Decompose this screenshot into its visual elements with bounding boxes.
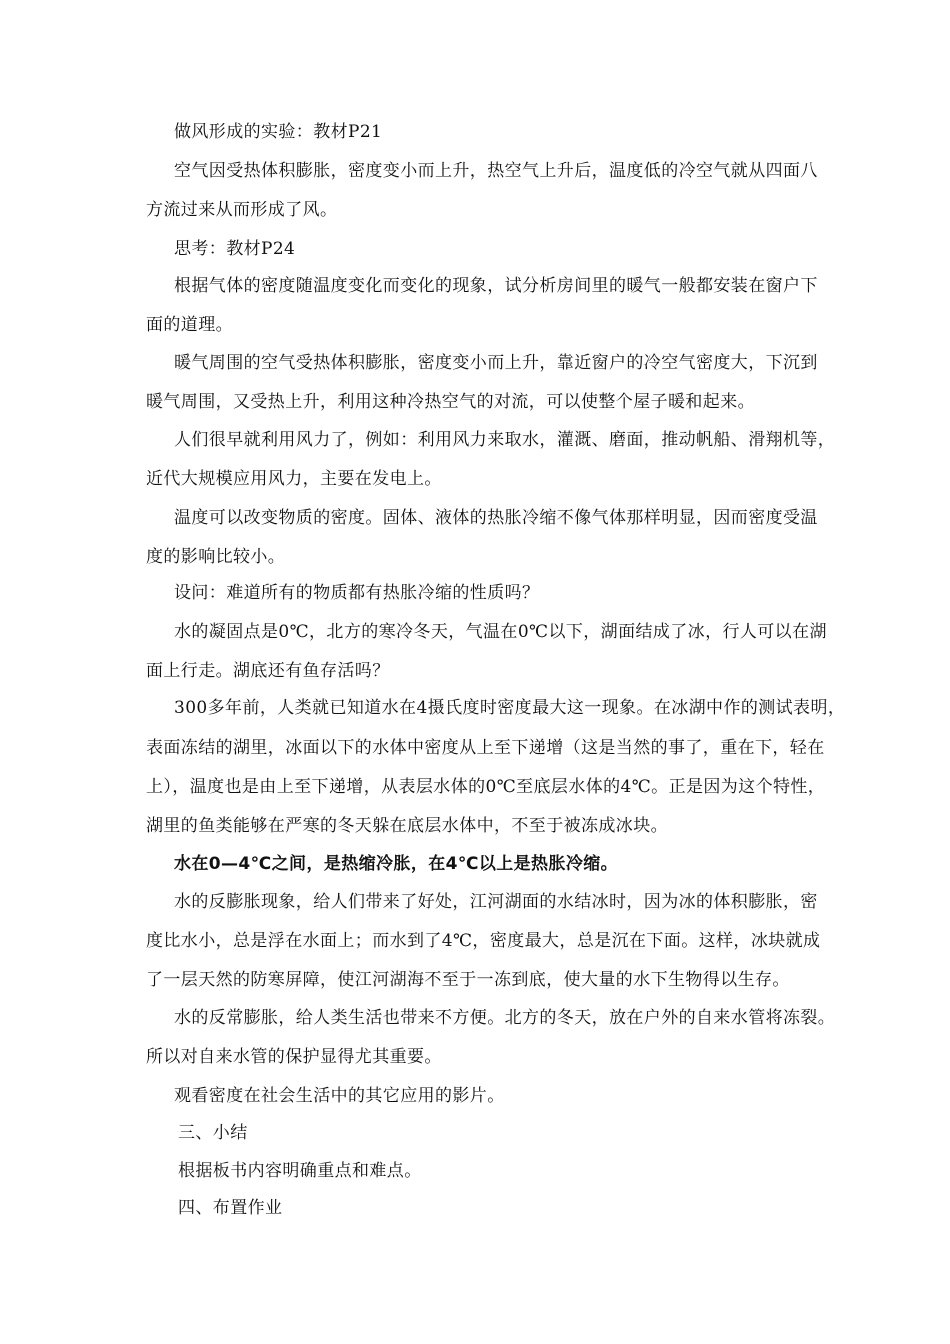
text-line: 300多年前，人类就已知道水在4摄氏度时密度最大这一现象。在冰湖中作的测试表明， <box>174 698 846 718</box>
text-line: 水的反常膨胀，给人类生活也带来不方便。北方的冬天，放在户外的自来水管将冻裂。 <box>174 1008 836 1028</box>
text-line: 做风形成的实验：教材P21 <box>174 122 383 142</box>
text-line: 方流过来从而形成了风。 <box>146 200 338 220</box>
text-line: 表面冻结的湖里，冰面以下的水体中密度从上至下递增（这是当然的事了，重在下，轻在 <box>146 738 825 758</box>
text-line: 水的凝固点是0℃，北方的寒冷冬天，气温在0℃以下，湖面结成了冰，行人可以在湖 <box>174 622 827 642</box>
text-line: 度比水小，总是浮在水面上；而水到了4℃，密度最大，总是沉在下面。这样，冰块就成 <box>146 931 821 951</box>
text-line: 根据气体的密度随温度变化而变化的现象，试分析房间里的暖气一般都安装在窗户下 <box>174 276 818 296</box>
section-heading: 四、布置作业 <box>178 1198 283 1218</box>
text-line: 了一层天然的防寒屏障，使江河湖海不至于一冻到底，使大量的水下生物得以生存。 <box>146 970 790 990</box>
text-line: 根据板书内容明确重点和难点。 <box>178 1161 422 1181</box>
text-line: 设问：难道所有的物质都有热胀冷缩的性质吗？ <box>174 583 540 603</box>
text-line: 湖里的鱼类能够在严寒的冬天躲在底层水体中，不至于被冻成冰块。 <box>146 816 668 836</box>
text-line: 所以对自来水管的保护显得尤其重要。 <box>146 1047 442 1067</box>
text-line: 人们很早就利用风力了，例如：利用风力来取水，灌溉、磨面，推动帆船、滑翔机等， <box>174 430 836 450</box>
text-line: 温度可以改变物质的密度。固体、液体的热胀冷缩不像气体那样明显，因而密度受温 <box>174 508 818 528</box>
text-line: 思考：教材P24 <box>174 239 296 259</box>
text-line: 观看密度在社会生活中的其它应用的影片。 <box>174 1086 505 1106</box>
text-line: 面上行走。湖底还有鱼存活吗？ <box>146 661 390 681</box>
section-heading: 三、小结 <box>178 1123 248 1143</box>
text-line: 度的影响比较小。 <box>146 547 286 567</box>
text-line: 面的道理。 <box>146 315 233 335</box>
text-line: 空气因受热体积膨胀，密度变小而上升，热空气上升后，温度低的冷空气就从四面八 <box>174 161 818 181</box>
text-line: 近代大规模应用风力，主要在发电上。 <box>146 469 442 489</box>
text-line: 上），温度也是由上至下递增，从表层水体的0℃至底层水体的4℃。正是因为这个特性， <box>146 777 826 797</box>
bold-text-line: 水在0—4℃之间，是热缩冷胀，在4℃以上是热胀冷缩。 <box>174 854 619 874</box>
text-line: 暖气周围，又受热上升，利用这种冷热空气的对流，可以使整个屋子暖和起来。 <box>146 392 755 412</box>
text-line: 水的反膨胀现象，给人们带来了好处，江河湖面的水结冰时，因为冰的体积膨胀，密 <box>174 892 818 912</box>
text-line: 暖气周围的空气受热体积膨胀，密度变小而上升，靠近窗户的冷空气密度大，下沉到 <box>174 353 818 373</box>
